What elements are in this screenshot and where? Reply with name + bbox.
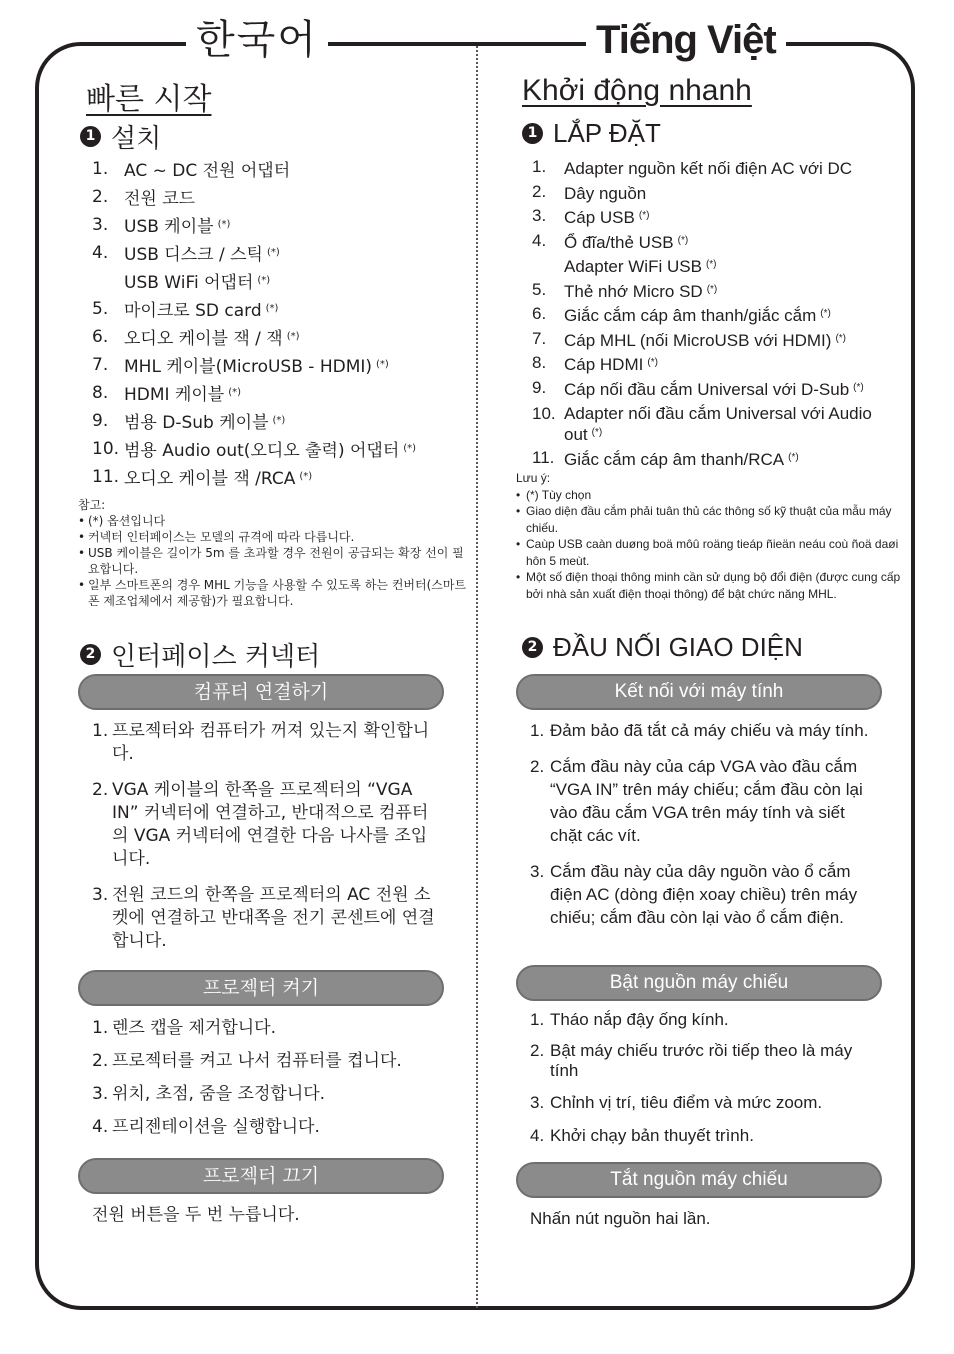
notes-title: 참고: [78, 498, 106, 512]
list-item: 11. 오디오 케이블 잭 /RCA (*) [92, 467, 313, 489]
list-item: 4. Khởi chạy bản thuyết trình. [530, 1126, 754, 1145]
interface-heading [80, 636, 320, 673]
list-item: 3. 위치, 초점, 줌을 조정합니다. [92, 1084, 326, 1104]
section-number-badge: 2 [522, 637, 543, 658]
power-on-bar: Bật nguồn máy chiếu [516, 965, 882, 1001]
interface-heading [522, 632, 803, 663]
list-item: 2. Bật máy chiếu trước rồi tiếp theo là máy tính [530, 1041, 853, 1080]
note-item: • 커넥터 인터페이스는 모델의 규격에 따라 다릅니다. [78, 529, 470, 545]
note-item: • Giao diện đầu cắm phải tuân thủ các thông số kỹ thuật của mẫu máy chiếu. [516, 503, 906, 536]
connect-steps [92, 720, 442, 953]
note-item: • 일부 스마트폰의 경우 MHL 기능을 사용할 수 있도록 하는 컨버터(스마트폰 제조업체에서 제공함)가 필요합니다. [78, 577, 470, 609]
list-item: 1. Đảm bảo đã tắt cả máy chiếu và máy tính. [530, 721, 869, 740]
list-item: 10. Adapter nối đầu cắm Universal với Audio out (*) [532, 404, 872, 444]
list-item: 1. AC ~ DC 전원 어댑터 [92, 159, 291, 181]
list-item: 8. Cáp HDMI (*) [532, 353, 658, 374]
list-item: 1. Adapter nguồn kết nối điện AC với DC [532, 157, 853, 178]
power-off-bar: 프로젝터 끄기 [78, 1158, 444, 1194]
notes-title: Lưu ý: [516, 471, 551, 485]
list-item: 9. Cáp nối đầu cắm Universal với D-Sub (*) [532, 377, 864, 399]
list-item: 7. MHL 케이블(MicroUSB - HDMI) (*) [92, 355, 389, 377]
list-item: 11. Giắc cắm cáp âm thanh/RCA (*) [532, 448, 799, 469]
install-heading [80, 118, 161, 155]
power-off-text: Nhấn nút nguồn hai lần. [530, 1209, 711, 1228]
list-item: Adapter WiFi USB (*) [564, 257, 717, 276]
power-on-steps [92, 1017, 442, 1139]
connect-computer-bar: Kết nối với máy tính [516, 674, 882, 710]
interface-title: ĐẦU NỐI GIAO DIỆN [553, 632, 803, 662]
list-item: 10. 범용 Audio out(오디오 출력) 어댑터 (*) [92, 439, 417, 461]
list-item: 2. 프로젝터를 켜고 나서 컴퓨터를 켭니다. [92, 1051, 402, 1071]
quick-start-title: Khởi động nhanh [522, 74, 752, 107]
column-divider [476, 46, 478, 1308]
section-number-badge: 2 [80, 644, 101, 665]
language-title-korean: 한국어 [186, 12, 328, 68]
list-item: 3. Chỉnh vị trí, tiêu điểm và mức zoom. [530, 1093, 823, 1112]
notes-block [516, 470, 906, 602]
list-item: 2. 전원 코드 [92, 187, 196, 209]
list-item: 7. Cáp MHL (nối MicroUSB với HDMI) (*) [532, 328, 847, 350]
connect-computer-bar: 컴퓨터 연결하기 [78, 674, 444, 710]
list-item: 3. 전원 코드의 한쪽을 프로젝터의 AC 전원 소켓에 연결하고 반대쪽을 전기 콘센트에 연결합니다. [92, 885, 435, 951]
list-item: 4. USB 디스크 / 스틱 (*) [92, 243, 280, 265]
list-item: 2. VGA 케이블의 한쪽을 프로젝터의 “VGA IN” 커넥터에 연결하고, 반대적으로 컴퓨터의 VGA 커넥터에 연결한 다음 나사를 조입니다. [92, 780, 429, 869]
quick-start-title: 빠른 시작 [86, 82, 212, 117]
list-item: 4. 프리젠테이션을 실행합니다. [92, 1117, 320, 1137]
note-item: • Một số điện thoại thông minh cần sử dụng bộ đổi điện (được cung cấp bởi nhà sản xuất điện thoại thông) để bật chức năng MHL. [516, 569, 906, 602]
list-item: 9. 범용 D-Sub 케이블 (*) [92, 411, 286, 433]
note-item: • (*) 옵션입니다 [78, 513, 470, 529]
parts-list [518, 156, 898, 472]
power-off-text: 전원 버튼을 두 번 누릅니다. [92, 1205, 300, 1225]
list-item: 8. HDMI 케이블 (*) [92, 383, 242, 405]
list-item: USB WiFi 어댑터 (*) [124, 273, 271, 293]
install-title: 설치 [111, 124, 162, 154]
note-item: • (*) Tùy chọn [516, 487, 906, 504]
connect-steps [530, 719, 878, 929]
install-title: LẮP ĐẶT [553, 118, 661, 148]
note-item: • USB 케이블은 길이가 5m 를 초과할 경우 전원이 공급되는 확장 선이 필요합니다. [78, 545, 470, 577]
list-item: 5. Thẻ nhớ Micro SD (*) [532, 279, 718, 301]
list-item: 3. Cáp USB (*) [532, 206, 650, 227]
power-on-bar: 프로젝터 켜기 [78, 970, 444, 1006]
power-off-bar: Tắt nguồn máy chiếu [516, 1162, 882, 1198]
install-heading [522, 118, 661, 149]
list-item: 3. USB 케이블 (*) [92, 215, 231, 237]
parts-list [78, 156, 416, 492]
list-item: 1. Tháo nắp đậy ống kính. [530, 1010, 729, 1029]
list-item: 1. 프로젝터와 컴퓨터가 꺼져 있는지 확인합니다. [92, 721, 430, 764]
power-on-steps [530, 1008, 878, 1147]
list-item: 3. Cắm đầu này của dây nguồn vào ổ cắm điện AC (dòng điện xoay chiều) trên máy chiếu; cắm đầu còn lại vào ổ cắm điện. [530, 862, 858, 927]
list-item: 5. 마이크로 SD card (*) [92, 299, 279, 321]
language-title-vietnamese: Tiếng Việt [586, 12, 786, 68]
note-item: • Caùp USB caàn duøng boä môû roäng tieáp ñieän neáu coù ñoä daøi hôn 5 meùt. [516, 536, 906, 569]
list-item: 6. 오디오 케이블 잭 / 잭 (*) [92, 327, 300, 349]
list-item: 4. Ổ đĩa/thẻ USB (*) [532, 230, 689, 252]
section-number-badge: 1 [80, 126, 101, 147]
list-item: 1. 렌즈 캡을 제거합니다. [92, 1018, 277, 1038]
interface-title: 인터페이스 커넥터 [111, 642, 321, 672]
notes-block [78, 497, 470, 609]
section-number-badge: 1 [522, 123, 543, 144]
list-item: 6. Giắc cắm cáp âm thanh/giắc cắm (*) [532, 304, 831, 325]
list-item: 2. Dây nguồn [532, 181, 647, 203]
list-item: 2. Cắm đầu này của cáp VGA vào đầu cắm “VGA IN” trên máy chiếu; cắm đầu còn lại vào đầu cắm VGA trên máy tính và siết chặt các vít. [530, 757, 863, 845]
